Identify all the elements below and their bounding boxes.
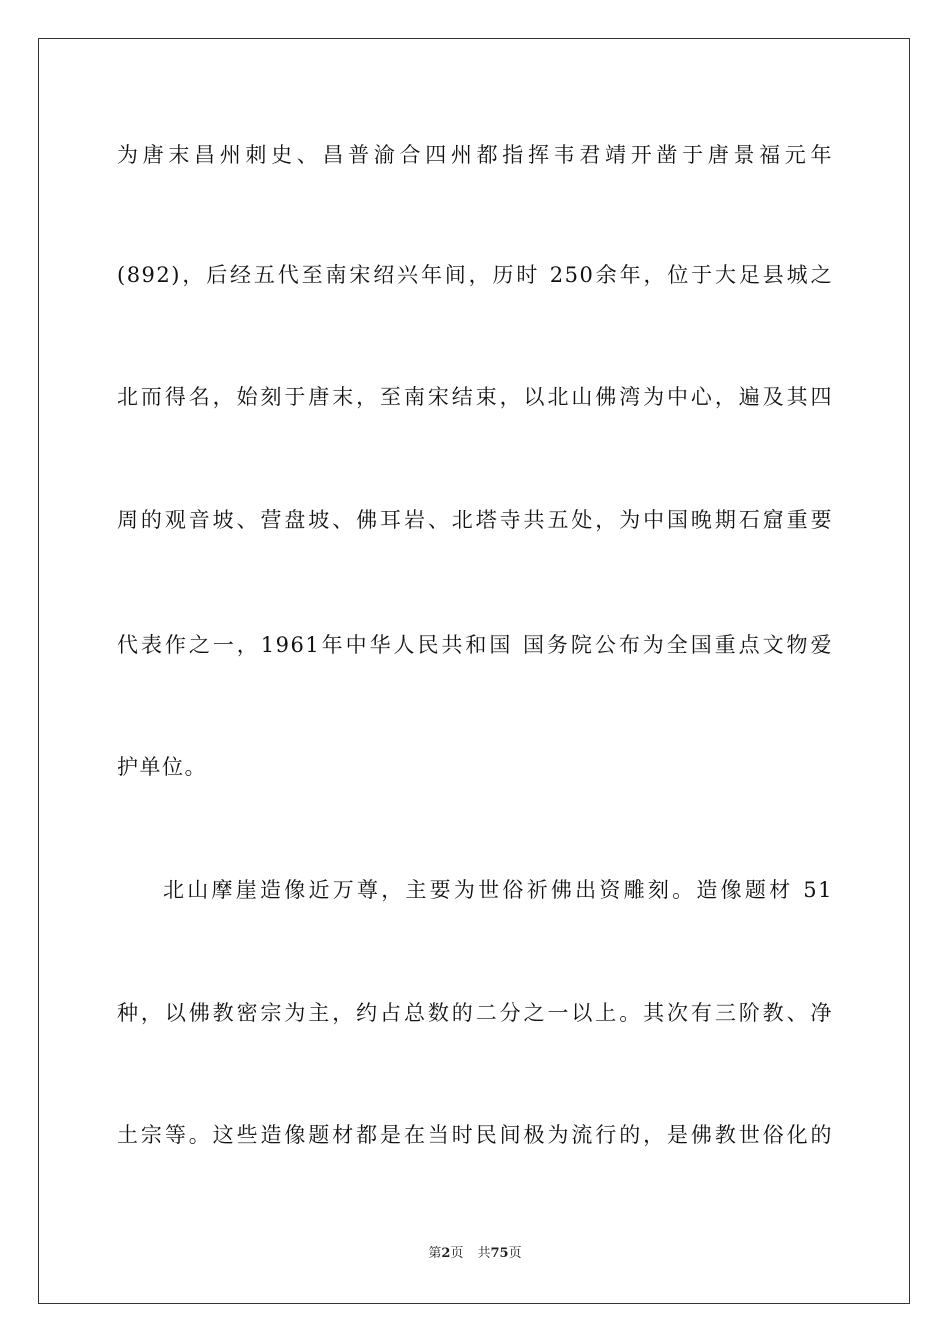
page-unit: 页 [450, 1246, 464, 1261]
total-page-count: 75 [490, 1246, 509, 1261]
text-line: 北而得名，始刻于唐末，至南宋结束，以北山佛湾为中心，遍及其四 [117, 385, 833, 409]
total-prefix: 共 [477, 1246, 491, 1261]
text-line: 为唐末昌州刺史、昌普渝合四州都指挥韦君靖开凿于唐景福元年 [117, 143, 833, 167]
total-unit: 页 [508, 1246, 522, 1261]
text-line: (892)，后经五代至南宋绍兴年间，历时 250余年，位于大足县城之 [117, 263, 833, 287]
page-border [38, 38, 910, 1304]
page-prefix: 第 [428, 1246, 442, 1261]
current-page-number: 2 [441, 1246, 451, 1261]
text-line: 护单位。 [117, 755, 207, 779]
text-line: 代表作之一，1961年中华人民共和国 国务院公布为全国重点文物爱 [117, 633, 833, 657]
page-footer [0, 1244, 950, 1264]
text-line: 周的观音坡、营盘坡、佛耳岩、北塔寺共五处，为中国晚期石窟重要 [117, 508, 833, 532]
text-line: 土宗等。这些造像题材都是在当时民间极为流行的，是佛教世俗化的 [117, 1123, 833, 1147]
text-line: 种，以佛教密宗为主，约占总数的二分之一以上。其次有三阶教、净 [117, 1001, 833, 1025]
text-line: 北山摩崖造像近万尊，主要为世俗祈佛出资雕刻。造像题材 51 [163, 878, 833, 902]
